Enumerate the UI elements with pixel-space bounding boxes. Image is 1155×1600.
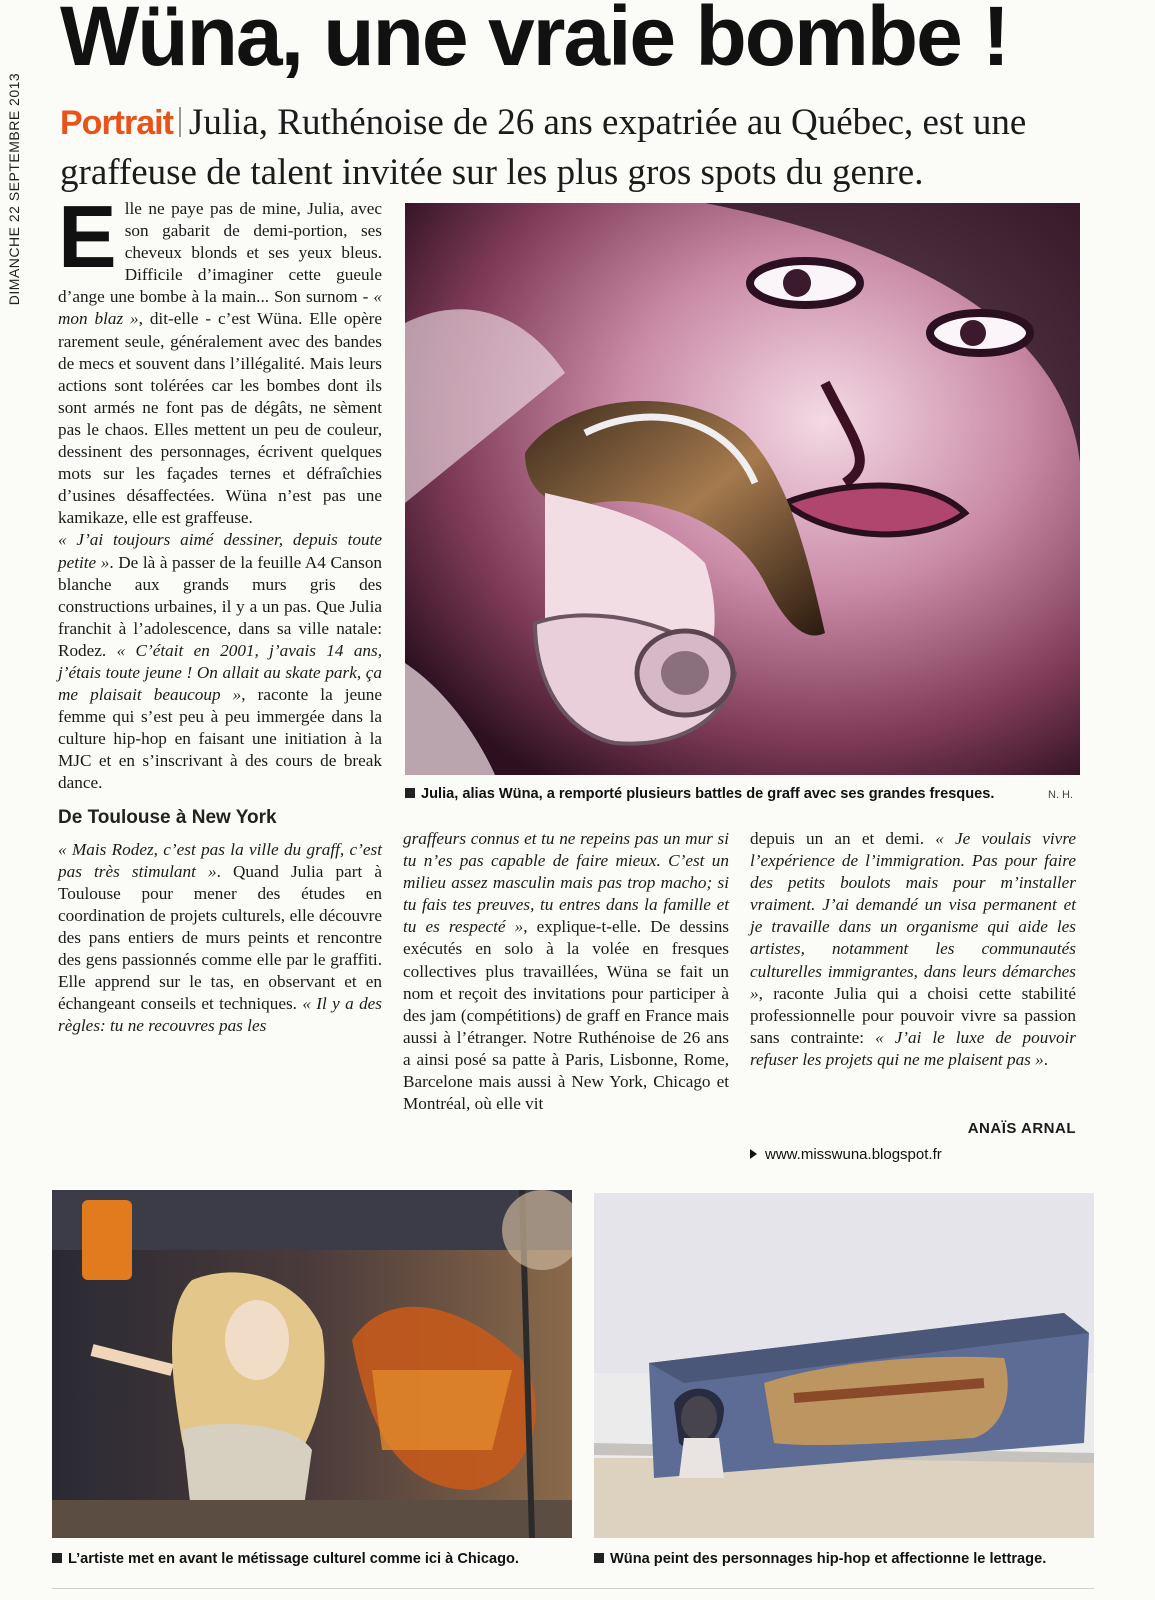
- article-column-3: [750, 828, 1076, 1071]
- main-photo: [405, 203, 1080, 775]
- chicago-mural-caption: [52, 1550, 572, 1568]
- beach-mural-caption: [594, 1550, 1094, 1568]
- paragraph-intro: [58, 187, 382, 529]
- chicago-mural-image: [52, 1190, 572, 1538]
- arrow-icon: [750, 1149, 757, 1159]
- caption-square-icon: [594, 1553, 604, 1563]
- beach-mural-photo: [594, 1193, 1094, 1538]
- website-link-text[interactable]: www.misswuna.blogspot.fr: [765, 1146, 942, 1163]
- dateline: DIMANCHE 22 SEPTEMBRE 2013: [6, 72, 22, 306]
- article-column-1: [58, 187, 383, 1037]
- photo-credit: N. H.: [1048, 789, 1074, 801]
- paragraph-2: « J’ai toujours aimé dessiner, depuis toute petite ». De là à passer de la feuille A4 Canson blanche aux grands murs gris des constructions urbaines, il y a un pas. Que Julia franchit à l’adolescence, dans sa ville natale: Rodez. « C’était en 2001, j’avais 14 ans, j’étais toute jeune ! On allait au skate park, ça me plaisait beaucoup », raconte la jeune femme qui s’est peu à peu immergée dans la culture hip-hop en faisant une initiation à la MJC et en s’inscrivant à des cours de break dance.: [58, 530, 383, 793]
- main-photo-caption: [405, 785, 1045, 803]
- deck-text: Julia, Ruthénoise de 26 ans expatriée au Québec, est une graffeuse de talent invitée sur les plus gros spots du genre.: [60, 102, 1027, 193]
- headline: Wüna, une vraie bombe !: [60, 0, 1009, 83]
- paragraph-intro-text: lle ne paye pas de mine, Julia, avec son gabarit de demi-portion, ses cheveux blonds et ses yeux bleus. Difficile d’imaginer cette gueule d’ange une bombe à la main... Son surnom - « mon blaz », dit-elle - c’est Wüna. Elle opère rarement seule, généralement avec des bandes de mecs et souvent dans l’illégalité. Mais leurs actions sont tolérées car les bombes dont ils sont armés ne font pas de dégâts, ne sèment pas le chaos. Elles mettent un peu de couleur, dessinent des personnages, écrivent quelques mots sur les façades ternes et défraîchies d’usines désaffectées. Wüna n’est pas une kamikaze, elle est graffeuse.: [58, 199, 382, 528]
- article-column-2: [403, 828, 729, 1115]
- bottom-rule: [52, 1588, 1094, 1589]
- author-signature: ANAÏS ARNAL: [967, 1120, 1076, 1137]
- column-3-paragraph: depuis un an et demi. « Je voulais vivre l’expérience de l’immigration. Pas pour faire des petits boulots mais pour m’installer vraiment. J’ai demandé un visa permanent et je travaille dans un organisme qui aide les artistes, notamment les communautés culturelles immigrantes, dans leurs démarches », raconte Julia qui a choisi cette stabilité professionnelle pour pouvoir vivre sa passion sans contrainte: « J’ai le luxe de pouvoir refuser les projets qui ne me plaisent pas ».: [750, 829, 1076, 1069]
- right-caption-text: Wüna peint des personnages hip-hop et affectionne le lettrage.: [610, 1551, 1047, 1567]
- kicker-separator: [179, 107, 181, 137]
- column-2-paragraph: graffeurs connus et tu ne repeins pas un mur si tu n’es pas capable de faire mieux. C’est un milieu assez masculin mais pas trop macho; si tu fais tes preuves, tu entres dans la famille et tu es respecté », explique-t-elle. De dessins exécutés en solo à la volée en fresques collectives plus travaillées, Wüna se fait un nom et reçoit des invitations pour participer à des jam (compétitions) de graff en France mais aussi à l’étranger. Notre Ruthénoise de 26 ans a ainsi posé sa patte à Paris, Lisbonne, Rome, Barcelone mais aussi à New York, Chicago et Montréal, où elle vit: [403, 829, 729, 1114]
- caption-square-icon: [52, 1553, 62, 1563]
- left-caption-text: L’artiste met en avant le métissage culturel comme ici à Chicago.: [68, 1551, 519, 1567]
- deck: [60, 98, 1130, 198]
- website-link[interactable]: [750, 1146, 1050, 1163]
- beach-mural-image: [594, 1193, 1094, 1538]
- kicker: Portrait: [60, 104, 173, 142]
- main-caption-text: Julia, alias Wüna, a remporté plusieurs battles de graff avec ses grandes fresques.: [421, 786, 995, 802]
- paragraph-3: « Mais Rodez, c’est pas la ville du graff, c’est pas très stimulant ». Quand Julia part à Toulouse pour mener des études en coordination de projets culturels, elle découvre des pans entiers de murs peints et rencontre des gens passionnés comme elle par le graffiti. Elle apprend sur le tas, en observant et en échangeant conseils et techniques. « Il y a des règles: tu ne recouvres pas les: [58, 839, 382, 1036]
- main-photo-image: [405, 203, 1080, 775]
- chicago-mural-photo: [52, 1190, 572, 1538]
- dropcap: E: [58, 187, 117, 286]
- caption-square-icon: [405, 788, 415, 798]
- subhead: De Toulouse à New York: [58, 806, 277, 828]
